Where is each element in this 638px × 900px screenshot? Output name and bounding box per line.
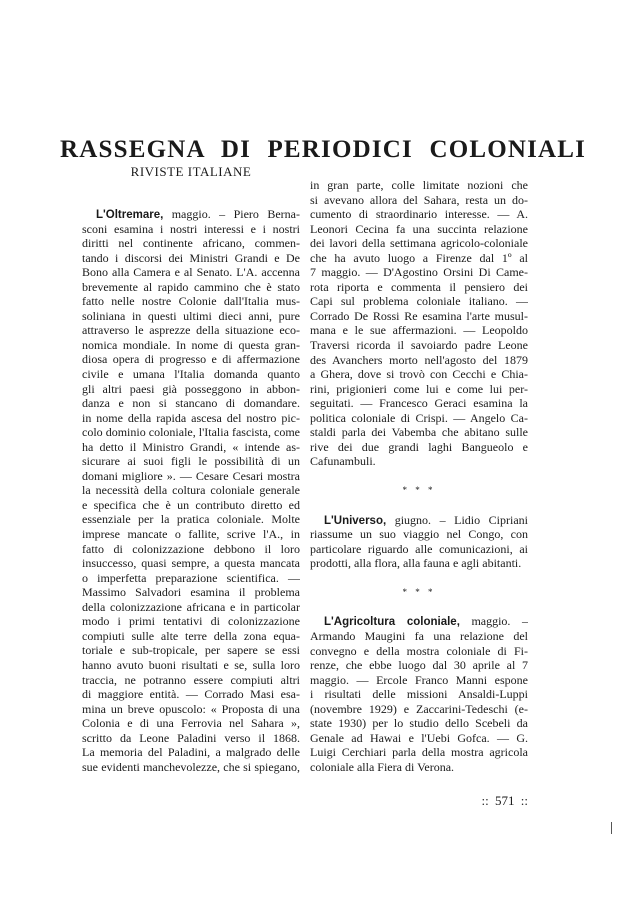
text-line: seguitati. — Francesco Geraci esamina la [310, 396, 528, 411]
article-paragraph [310, 178, 528, 469]
text-line: Bono alla Camera e al Senato. L'A. accenna [82, 265, 300, 280]
text-line: essenziale per la pratica coloniale. Molte [82, 512, 300, 527]
text-line: rota riporta e commenta il pensiero dei [310, 279, 528, 294]
text-line: La memoria del Paladini, a malgrado delle [82, 745, 300, 760]
text-line: che ha avuto luogo a Firenze dal 1º al [310, 250, 528, 265]
text-line: fatto nelle nostre Colonie dall'Italia mus- [82, 294, 300, 309]
text-line: Leonori Cecina fa una succinta relazione [310, 221, 528, 236]
text-line: Armando Maugini fa una relazione del [310, 628, 528, 643]
text-line: state 1930) per lo studio dello Scebeli da [310, 716, 528, 731]
text-line: dei lavori della settimana agricolo-coloniale [310, 236, 528, 251]
text-line: renze, che ebbe luogo dal 30 aprile al 7 [310, 658, 528, 673]
periodical-title: L'Agricoltura coloniale, [324, 616, 460, 629]
text-line: della colonizzazione africana e in particolar [82, 599, 300, 614]
text-line: i risultati delle missioni Ansaldi-Luppi [310, 687, 528, 702]
section-separator: * * * [402, 587, 436, 598]
text-line: colo dominio coloniale, l'Italia fascista, come [82, 425, 300, 440]
page-number: :: 571 :: [481, 793, 528, 808]
text-line: traccia, ne potranno essere compiuti altri [82, 672, 300, 687]
text-line: ha detto il Ministro Grandi, « intende as- [82, 439, 300, 454]
text-line: compiuti sulle alte terre della zona equa- [82, 628, 300, 643]
text-line: insuccesso, quasi sempre, a questa mancata [82, 556, 300, 571]
text-line: des Avanchers morto nell'agosto del 1879 [310, 352, 528, 367]
text-line: o imperfetta preparazione scientifica. — [82, 570, 300, 585]
text-line: L'Oltremare, maggio. – Piero Berna- [96, 207, 300, 221]
left-column [82, 207, 300, 774]
text-line: politica coloniale di Crispi. — Angelo Ca- [310, 410, 528, 425]
text-line: a Ghera, dove si trovò con Cecchi e Chia- [310, 367, 528, 382]
text-line: mana e le sue affermazioni. — Leopoldo [310, 323, 528, 338]
text-line: danza e non si stancano di domandare. [82, 396, 300, 411]
text-line: di maggiore entità. — Corrado Masi esa- [82, 687, 300, 702]
text-line: rive dei due grandi laghi Bangueolo e [310, 439, 528, 454]
text-line: modo i primi tentativi di colonizzazione [82, 614, 300, 629]
text-line: Capi sul problema coloniale italiano. — [310, 294, 528, 309]
text-line: e specifica che è un contributo diretto ed [82, 497, 300, 512]
text-line: hanno avuto buoni risultati e se, sulla loro [82, 657, 300, 672]
section-separator: * * * [402, 485, 436, 496]
text-line: L'Agricoltura coloniale, maggio. – [324, 614, 528, 629]
text-line: convegno e della mostra coloniale di Fi- [310, 643, 528, 658]
text-line: sconi esamina i nostri interessi e i nostri [82, 221, 300, 236]
text-line: (novembre 1929) e Zaccarini-Tedeschi (e- [310, 701, 528, 716]
scan-mark [611, 822, 612, 834]
text-line: nomica mondiale. In nome di questa gran- [82, 337, 300, 352]
text-line: si avevano allora del Sahara, resta un do- [310, 192, 528, 207]
text-line: scritto da Leone Paladini verso il 1868. [82, 730, 300, 745]
text-line: 7 maggio. — D'Agostino Orsini Di Came- [310, 265, 528, 280]
page-title: RASSEGNA DI PERIODICI COLONIALI [60, 136, 587, 163]
text-line: staldi parla dei Vabemba che abitano sulle [310, 425, 528, 440]
text-line: L'Universo, giugno. – Lidio Cipriani [324, 512, 528, 527]
text-line: fatto di colonizzazione debbono il loro [82, 541, 300, 556]
text-line: sue evidenti manchevolezze, che si spiegano, [82, 759, 300, 774]
text-line: mina un breve opuscolo: « Proposta di una [82, 701, 300, 716]
periodical-title: L'Universo, [324, 514, 387, 527]
text-line: Massimo Salvadori esamina il problema [82, 585, 300, 600]
text-line: Genale ad Hawai e l'Uebi Gofca. — G. [310, 730, 528, 745]
text-line: brevemente al rapido cammino che è stato [82, 279, 300, 294]
text-line: domani migliore ». — Cesare Cesari mostra [82, 468, 300, 483]
text-line: attraverso le asprezze della situazione eco- [82, 323, 300, 338]
text-line: soliniana in questi ultimi dieci anni, pure [82, 308, 300, 323]
text-line: Luigi Cerchiari parla della mostra agricola [310, 745, 528, 760]
text-line: riassume un suo viaggio nel Congo, con [310, 527, 528, 542]
text-line: sicurare ai suoi figli le possibilità di un [82, 454, 300, 469]
article-paragraph [310, 614, 528, 774]
text-line: Cafunambuli. [310, 454, 376, 469]
text-line: coloniale alla Fiera di Verona. [310, 759, 455, 774]
article-paragraph [82, 207, 300, 774]
periodical-title: L'Oltremare, [96, 209, 164, 221]
text-line: prodotti, alla flora, alla fauna e agli abitanti. [310, 556, 522, 571]
text-line: particolare riguardo alle comunicazioni, ai [310, 541, 528, 556]
text-line: maggio. — Ercole Franco Manni espone [310, 672, 528, 687]
text-line: imprese mancate o fallite, scrive l'A., in [82, 527, 300, 542]
text-line: in nome della rapida ascesa del nostro pic- [82, 410, 300, 425]
text-line: civile e umana l'Italia domanda quanto [82, 367, 300, 382]
text-line: Colonia e di una Ferrovia nel Sahara », [82, 716, 300, 731]
text-line: in gran parte, colle limitate nozioni che [310, 178, 528, 192]
text-line: diritti nel continente africano, commen- [82, 236, 300, 251]
text-line: gli altri paesi già posseggono in abbon- [82, 381, 300, 396]
text-line: cumento di straordinario interesse. — A. [310, 207, 528, 222]
right-column [310, 178, 528, 774]
article-paragraph [310, 513, 528, 571]
text-line: diosa opera di progresso e di affermazione [82, 352, 300, 367]
text-line: la necessità della coltura coloniale generale [82, 483, 300, 498]
section-heading: RIVISTE ITALIANE [130, 164, 252, 179]
text-line: Corrado De Rossi Re esamina l'arte musul- [310, 308, 528, 323]
text-line: rini, prigionieri come lui e come lui per- [310, 381, 528, 396]
text-line: toriale e sub-tropicale, per sapere se essi [82, 643, 300, 658]
text-line: tando i discorsi dei Ministri Grandi e De [82, 250, 300, 265]
text-line: Traversi ricorda il savoiardo padre Leone [310, 338, 528, 353]
